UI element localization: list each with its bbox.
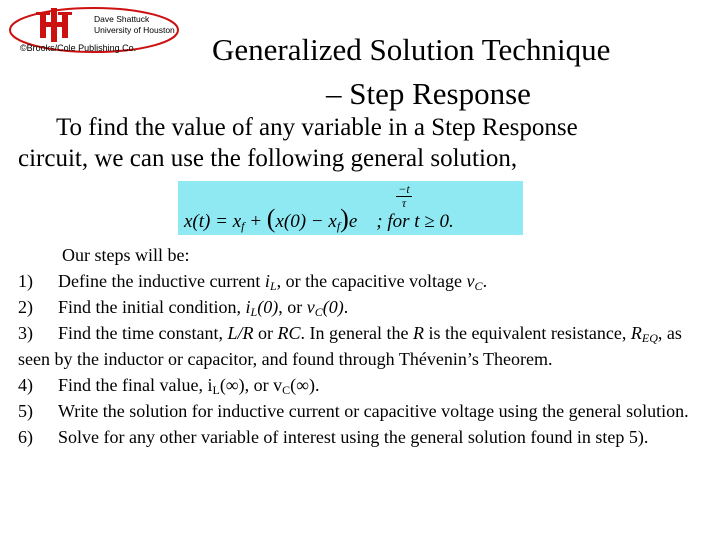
- step-1-number: 1): [18, 271, 33, 291]
- step-2-var-v: v: [306, 297, 315, 317]
- step-4: [18, 372, 708, 398]
- step-3-text-e: . In general the: [300, 323, 413, 343]
- step-1-sub-l: L: [269, 279, 277, 293]
- general-solution-formula: [178, 181, 523, 235]
- logo-author: Dave Shattuck: [94, 14, 150, 24]
- steps-heading: Our steps will be:: [62, 245, 190, 265]
- university-logo: [8, 6, 180, 56]
- formula-paren-close: ): [340, 204, 349, 233]
- step-1-text-e: .: [482, 271, 488, 291]
- step-5: [18, 398, 708, 424]
- step-3-number: 3): [18, 323, 33, 343]
- formula-middle: x(0) − x: [275, 211, 337, 232]
- step-6-text: Solve for any other variable of interest using the general solution found in step 5).: [58, 427, 649, 447]
- step-3-text-a: Find the time constant,: [58, 323, 228, 343]
- intro-paragraph: [18, 112, 708, 174]
- step-3-sub-eq: EQ: [641, 331, 658, 345]
- step-2-sub-c: C: [314, 305, 323, 319]
- formula-paren-open: (: [266, 204, 276, 233]
- formula-lhs: x(t) = x: [184, 211, 242, 232]
- exponent-denominator: τ: [401, 196, 407, 210]
- formula-condition: ; for t ≥ 0.: [376, 211, 454, 232]
- step-5-number: 5): [18, 401, 33, 421]
- step-5-text: Write the solution for inductive current or capacitive voltage using the general solution.: [58, 401, 689, 421]
- title-line-2: – Step Response: [326, 76, 531, 111]
- step-4-text-c: (∞).: [290, 375, 320, 395]
- intro-line-1: To find the value of any variable in a Step Response: [56, 114, 578, 141]
- formula-sub-f: f: [241, 219, 245, 233]
- step-1-sub-c: C: [474, 279, 483, 293]
- step-1-text-c: , or the capacitive voltage: [276, 271, 467, 291]
- step-2-text-a: Find the initial condition,: [58, 297, 246, 317]
- step-3-r: R: [412, 323, 424, 343]
- step-1-var-i: i: [264, 271, 270, 291]
- step-2-number: 2): [18, 297, 33, 317]
- formula-sub-f-2: f: [336, 219, 341, 233]
- uh-mark-icon: [36, 8, 72, 42]
- step-6-number: 6): [18, 427, 33, 447]
- step-2-sub-l: L: [250, 305, 258, 319]
- step-3-text-g: is the equivalent resistance,: [423, 323, 631, 343]
- step-4-sub-l: L: [212, 383, 220, 397]
- step-2-text-g: .: [343, 297, 349, 317]
- step-2-arg-l: (0): [257, 297, 279, 317]
- step-4-text-b: (∞), or v: [219, 375, 283, 395]
- exponent-numerator: −t: [398, 182, 410, 196]
- step-2-var-i: i: [245, 297, 251, 317]
- formula-expression: $x(t) = x_f + (x(0) - x_f)e$ ; for t ≥ 0.: [184, 204, 454, 233]
- logo-university: University of Houston: [94, 25, 175, 35]
- step-2: [18, 294, 708, 320]
- step-3-r-eq: R: [630, 323, 642, 343]
- step-3-l-over-r: L/R: [227, 323, 254, 343]
- step-1-text-a: Define the inductive current: [58, 271, 265, 291]
- step-1: [18, 268, 708, 294]
- intro-line-2: circuit, we can use the following general solution,: [18, 145, 518, 172]
- steps-list: [18, 242, 708, 450]
- step-3: [18, 320, 708, 372]
- step-2-text-d: , or: [278, 297, 307, 317]
- step-4-number: 4): [18, 375, 33, 395]
- formula-base: e: [348, 211, 358, 232]
- step-2-arg-c: (0): [322, 297, 344, 317]
- step-3-text-i: , as seen by the inductor or capacitor, and found through Thévenin’s Theorem.: [18, 323, 682, 369]
- logo-publisher: ©Brooks/Cole Publishing Co.: [20, 43, 137, 53]
- step-1-var-v: v: [466, 271, 475, 291]
- title-line-1: Generalized Solution Technique: [212, 32, 611, 67]
- step-4-text-a: Find the final value, i: [58, 375, 213, 395]
- step-6: [18, 424, 708, 450]
- step-4-sub-c: C: [282, 383, 291, 397]
- slide-title: [212, 28, 692, 116]
- step-3-rc: RC: [277, 323, 301, 343]
- step-3-text-c: or: [253, 323, 278, 343]
